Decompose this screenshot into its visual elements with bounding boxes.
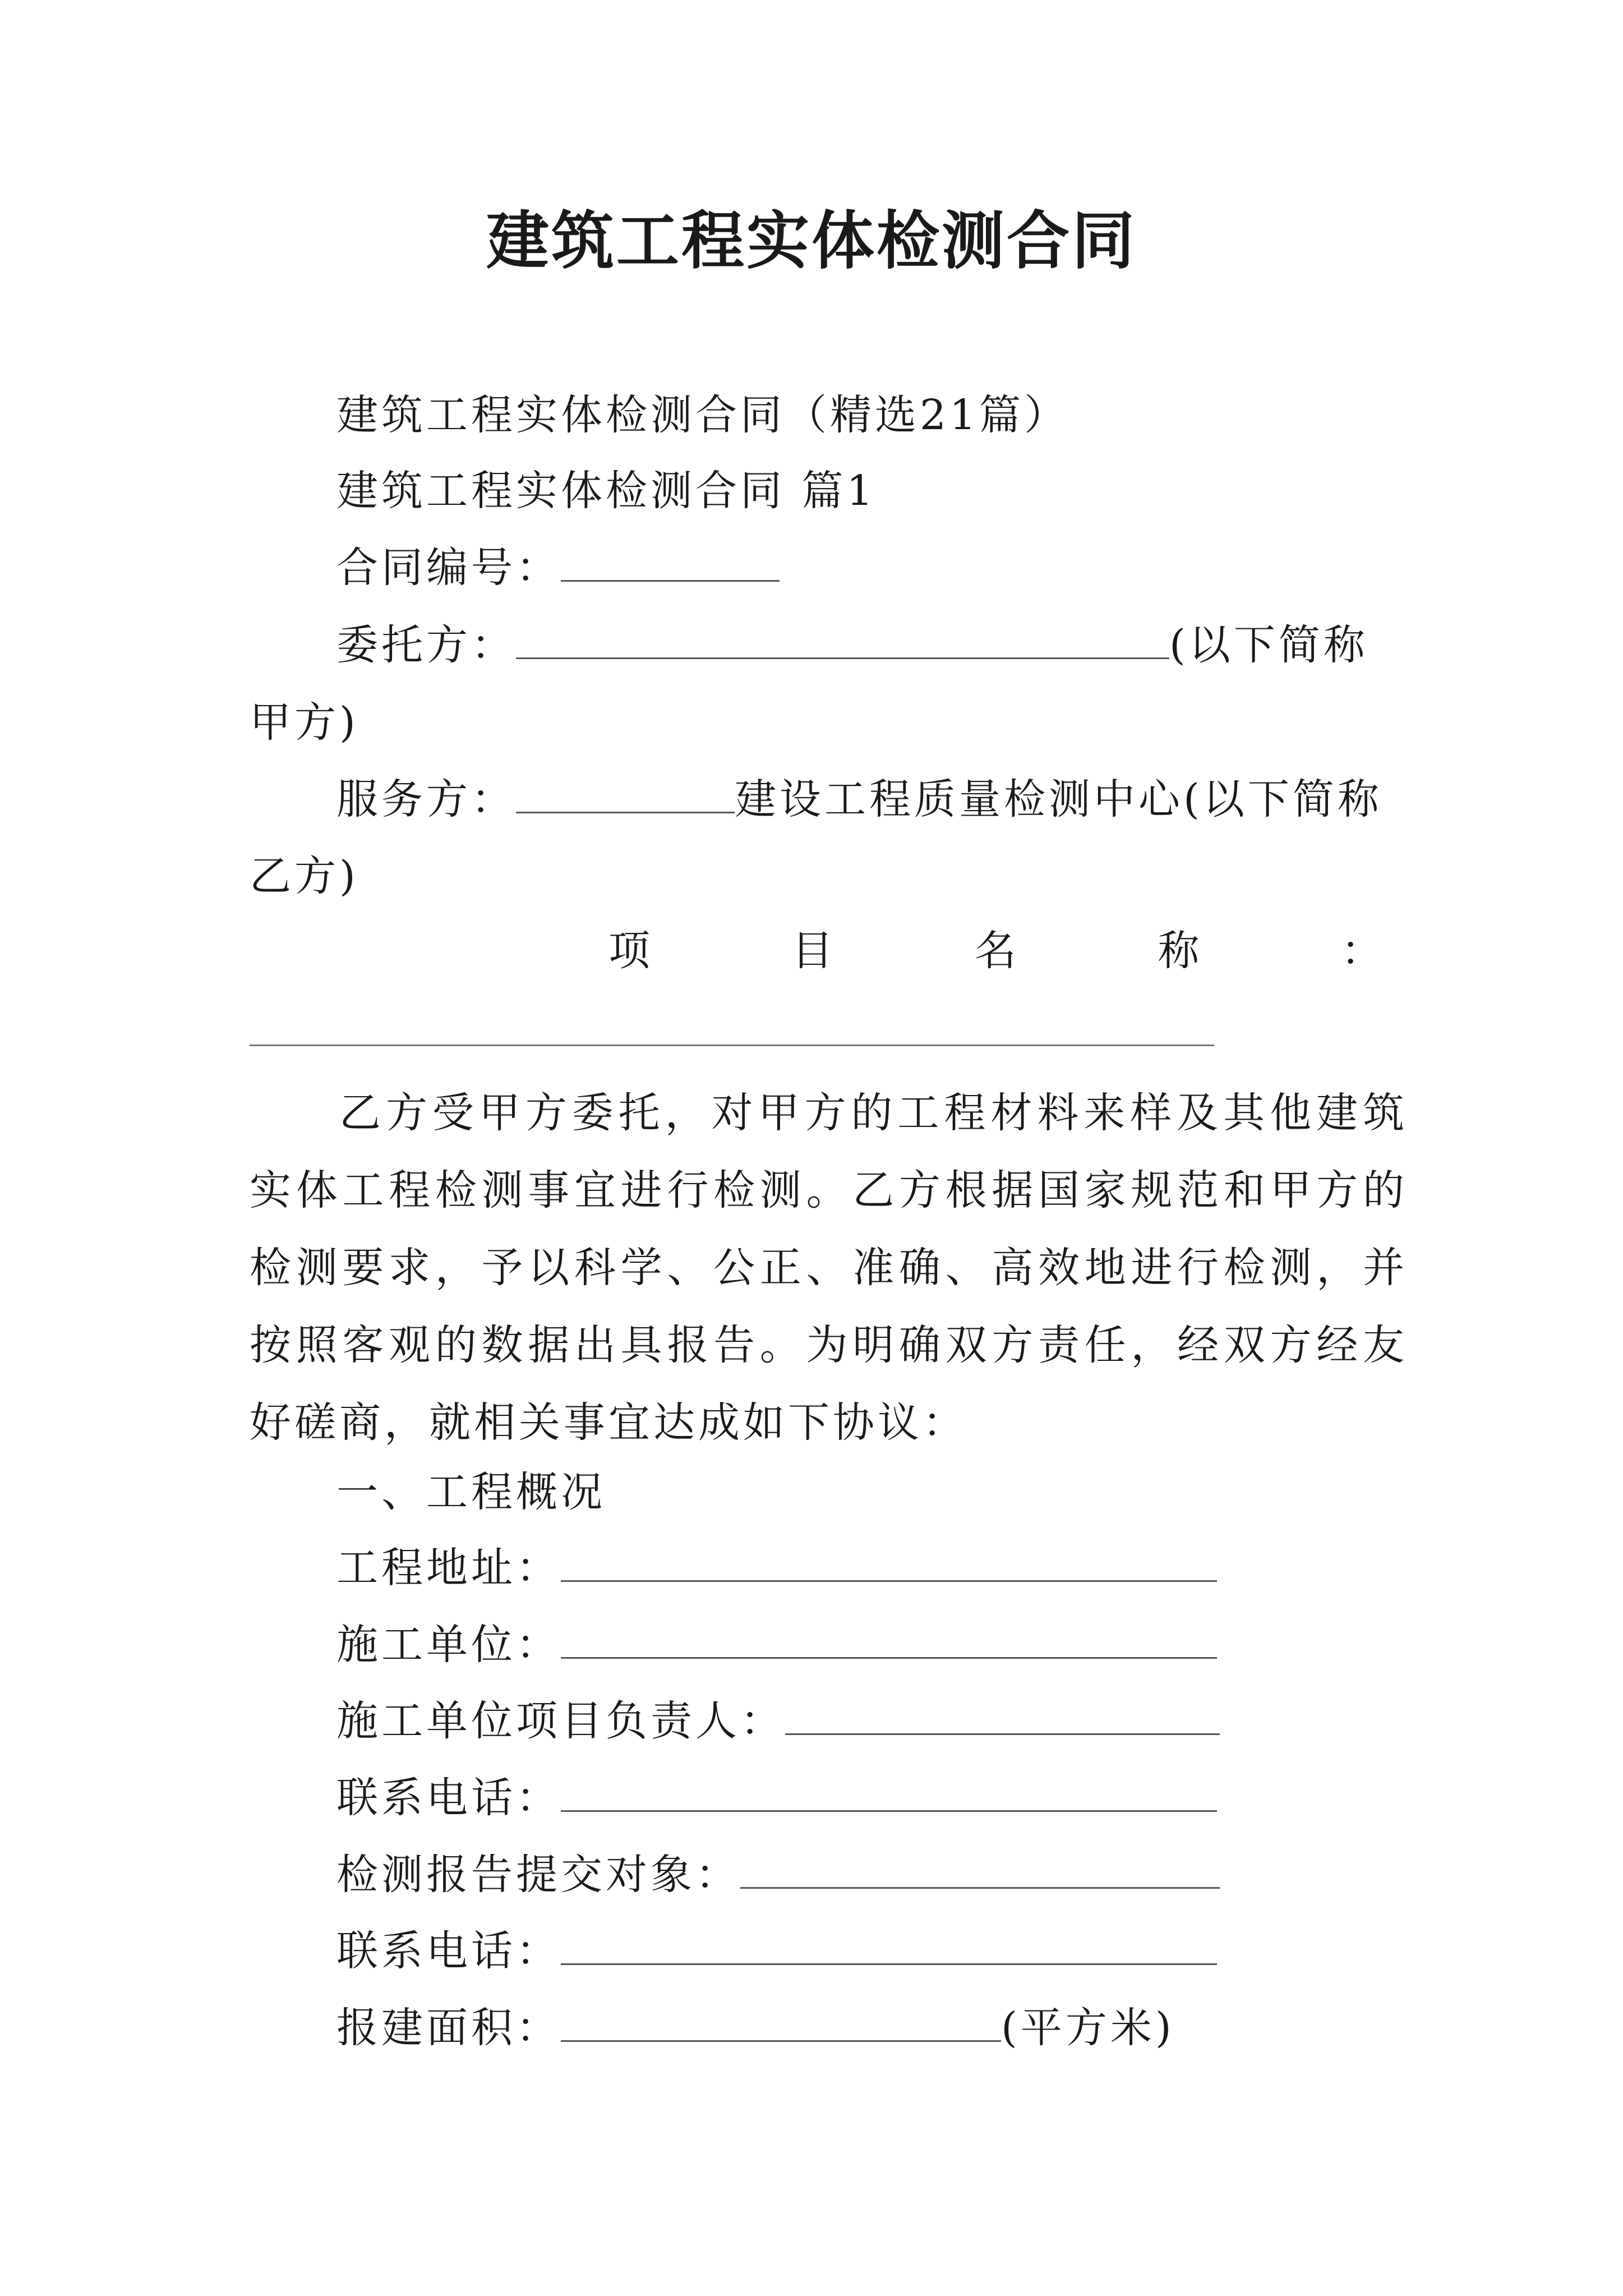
project-name-char: ： bbox=[1341, 927, 1382, 975]
phone-label-1: 联系电话： bbox=[336, 1774, 561, 1822]
project-name-char: 名 bbox=[975, 927, 1016, 975]
address-blank bbox=[561, 1540, 1217, 1582]
report-recipient-label: 检测报告提交对象： bbox=[336, 1851, 740, 1899]
section-one-heading: 一、工程概况 bbox=[336, 1468, 606, 1516]
builder-blank bbox=[561, 1617, 1217, 1659]
phone-label-2: 联系电话： bbox=[336, 1927, 561, 1975]
builder-row bbox=[336, 1617, 1217, 1673]
intro-paragraph: 乙方受甲方委托，对甲方的工程材料来样及其他建筑实体工程检测事宜进行检测。乙方根据国家规范和甲方的检测要求，予以科学、公正、准确、高效地进行检测，并按照客观的数据出具报告。为明确双方责任，经双方经友好磋商，就相关事宜达成如下协议： bbox=[250, 1089, 1408, 1447]
page-title: 建筑工程实体检测合同 bbox=[486, 204, 1137, 278]
client-label: 委托方： bbox=[336, 621, 516, 669]
service-row bbox=[336, 771, 1382, 827]
client-row bbox=[336, 617, 1368, 673]
project-name-row bbox=[608, 923, 1382, 979]
project-name-char: 目 bbox=[791, 927, 833, 975]
area-label: 报建面积： bbox=[336, 2004, 561, 2052]
address-row bbox=[336, 1540, 1217, 1596]
phone-row-2 bbox=[336, 1923, 1217, 1979]
document-subtitle: 建筑工程实体检测合同（精选21篇） bbox=[336, 391, 1069, 439]
report-recipient-blank bbox=[740, 1847, 1220, 1889]
report-recipient-row bbox=[336, 1847, 1220, 1903]
builder-manager-label: 施工单位项目负责人： bbox=[336, 1697, 785, 1745]
contract-number-label: 合同编号： bbox=[336, 544, 561, 592]
service-suffix-cont: 乙方) bbox=[250, 852, 359, 900]
area-unit: (平方米) bbox=[1001, 2004, 1175, 2052]
service-name: 建设工程质量检测中心(以下简称 bbox=[735, 775, 1382, 823]
phone-row-1 bbox=[336, 1770, 1217, 1826]
builder-label: 施工单位： bbox=[336, 1621, 561, 1669]
area-blank bbox=[561, 2000, 1001, 2042]
contract-number-row bbox=[336, 540, 780, 596]
service-blank bbox=[516, 771, 735, 813]
service-label: 服务方： bbox=[336, 775, 516, 823]
client-blank bbox=[516, 617, 1169, 659]
project-name-char: 项 bbox=[608, 927, 650, 975]
client-suffix: (以下简称 bbox=[1169, 621, 1368, 669]
address-label: 工程地址： bbox=[336, 1544, 561, 1592]
contract-number-blank bbox=[561, 540, 780, 582]
project-name-blank bbox=[250, 1045, 1214, 1046]
area-row bbox=[336, 2000, 1175, 2056]
builder-manager-blank bbox=[785, 1693, 1220, 1735]
builder-manager-row bbox=[336, 1693, 1220, 1749]
section-heading: 建筑工程实体检测合同 篇1 bbox=[336, 467, 877, 515]
phone-blank-2 bbox=[561, 1923, 1217, 1965]
client-suffix-cont: 甲方) bbox=[250, 698, 359, 747]
phone-blank-1 bbox=[561, 1770, 1217, 1812]
project-name-char: 称 bbox=[1158, 927, 1200, 975]
